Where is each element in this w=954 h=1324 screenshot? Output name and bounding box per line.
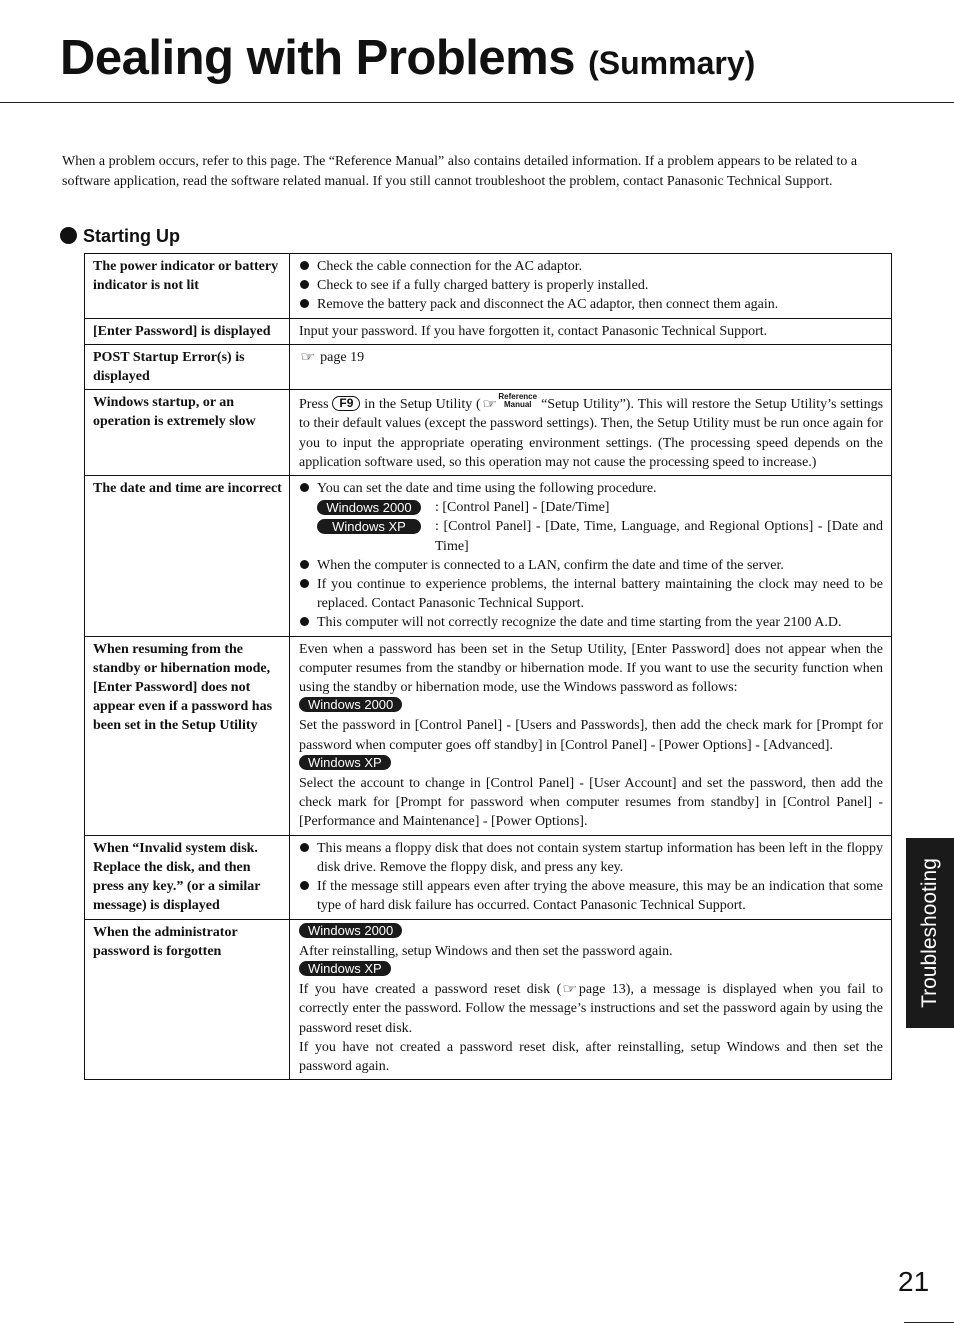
windows-2000-badge: Windows 2000 bbox=[317, 500, 421, 515]
solution-text: “Setup Utility”). bbox=[541, 397, 634, 413]
list-item: This computer will not correctly recognize the date and time starting from the year 2100 A.D. bbox=[299, 613, 883, 632]
problem-cell: When “Invalid system disk. Replace the disk, and then press any key.” (or a similar message) is displayed bbox=[85, 835, 290, 919]
page-title-suffix: (Summary) bbox=[588, 45, 756, 81]
side-tab bbox=[906, 838, 954, 1028]
windows-2000-badge: Windows 2000 bbox=[299, 923, 402, 938]
os-heading bbox=[299, 923, 883, 942]
side-tab-label: Troubleshooting bbox=[918, 858, 941, 1008]
table-row bbox=[85, 344, 892, 389]
solution-text: Select the account to change in [Control Panel] - [User Account] and set the password, then add the check mark for [Prompt for password when computer resumes from standby] in [Control Panel] - [Performance and Maintenance] - [Power Options]. bbox=[299, 776, 883, 830]
solution-text: After reinstalling, setup Windows and then set the password again. bbox=[299, 943, 673, 959]
solution-text: Press bbox=[299, 397, 329, 413]
solution-cell bbox=[290, 835, 892, 919]
troubleshooting-table bbox=[84, 253, 892, 1080]
section-title: Starting Up bbox=[83, 226, 180, 246]
os-heading bbox=[299, 755, 883, 774]
reference-manual-label: Reference bbox=[498, 392, 538, 402]
solution-cell bbox=[290, 254, 892, 319]
f9-key-icon: F9 bbox=[332, 396, 360, 411]
windows-xp-badge: Windows XP bbox=[317, 519, 421, 534]
solution-list bbox=[299, 479, 883, 498]
solution-text: This will restore the Setup Utility’s settings to their default values (except the password settings). Then, the Setup Utility must be run once again for you to input the appropriate operating environment settings. (The processing speed depends on the application software used, so this operation may not cause the processing speed to increase.) bbox=[299, 397, 884, 470]
problem-cell: [Enter Password] is displayed bbox=[85, 318, 290, 344]
reference-hand-icon: ☞ bbox=[562, 982, 578, 998]
table-row bbox=[85, 254, 892, 319]
table-row bbox=[85, 636, 892, 835]
reference-manual-label: Manual bbox=[503, 400, 532, 410]
problem-cell: When the administrator password is forgotten bbox=[85, 919, 290, 1080]
solution-text: If you have not created a password reset disk, after reinstalling, setup Windows and then set the password again. bbox=[299, 1039, 883, 1074]
solution-cell bbox=[290, 919, 892, 1080]
solution-text-part: page 13), a message is displayed when you fail to correctly enter the password. Follow the message’s instructions and set the password again by using the password reset disk. bbox=[299, 982, 884, 1036]
section-heading bbox=[60, 226, 180, 247]
problem-cell: POST Startup Error(s) is displayed bbox=[85, 344, 290, 389]
list-item: If you continue to experience problems, the internal battery maintaining the clock may need to be replaced. Contact Panasonic Technical Support. bbox=[299, 575, 883, 613]
page-number-rule bbox=[904, 1322, 954, 1323]
bullet-icon bbox=[60, 227, 77, 244]
page-reference: page 19 bbox=[320, 349, 365, 365]
solution-cell bbox=[290, 390, 892, 476]
windows-xp-badge: Windows XP bbox=[299, 755, 391, 770]
solution-list bbox=[299, 556, 883, 633]
page-title-main: Dealing with Problems bbox=[60, 31, 575, 85]
os-row bbox=[317, 498, 883, 517]
table-row bbox=[85, 318, 892, 344]
solution-text bbox=[299, 980, 883, 1038]
list-item: Check the cable connection for the AC adaptor. bbox=[299, 257, 883, 276]
table-row bbox=[85, 390, 892, 476]
solution-list bbox=[299, 257, 883, 315]
solution-text: Even when a password has been set in the Setup Utility, [Enter Password] does not appear when the computer resumes from the standby or hibernation mode. If you want to use the security function when using the standby or hibernation mode, use the Windows password as follows: bbox=[299, 641, 883, 696]
os-row bbox=[317, 517, 883, 555]
solution-text: Set the password in [Control Panel] - [Users and Passwords], then add the check mark for [Prompt for password when computer goes off standby] in [Control Panel] - [Power Options] - [Advanced]. bbox=[299, 718, 883, 753]
problem-cell: When resuming from the standby or hibernation mode, [Enter Password] does not appear even if a password has been set in the Setup Utility bbox=[85, 636, 290, 835]
reference-hand-icon: ☞ bbox=[481, 397, 498, 413]
os-heading bbox=[299, 961, 883, 980]
table-row bbox=[85, 919, 892, 1080]
solution-cell bbox=[290, 636, 892, 835]
list-item: If the message still appears even after trying the above measure, this may be an indication that some type of hard disk failure has occurred. Contact Panasonic Technical Support. bbox=[299, 877, 883, 915]
list-item: When the computer is connected to a LAN, confirm the date and time of the server. bbox=[299, 556, 883, 575]
problem-cell: The power indicator or battery indicator is not lit bbox=[85, 254, 290, 319]
solution-cell bbox=[290, 344, 892, 389]
solution-text-part: If you have created a password reset disk ( bbox=[299, 982, 562, 998]
list-item: Remove the battery pack and disconnect the AC adaptor, then connect them again. bbox=[299, 295, 883, 314]
list-item: This means a floppy disk that does not contain system startup information has been left in the floppy disk drive. Remove the floppy disk, and press any key. bbox=[299, 839, 883, 877]
os-heading bbox=[299, 697, 883, 716]
solution-list bbox=[299, 839, 883, 916]
problem-cell: The date and time are incorrect bbox=[85, 476, 290, 637]
page-title bbox=[60, 31, 756, 85]
solution-text: in the Setup Utility ( bbox=[364, 397, 481, 413]
title-rule bbox=[0, 102, 954, 103]
table-row bbox=[85, 476, 892, 637]
page-number: 21 bbox=[898, 1266, 930, 1297]
reference-manual-icon bbox=[498, 393, 537, 409]
solution-cell bbox=[290, 476, 892, 637]
windows-2000-badge: Windows 2000 bbox=[299, 697, 402, 712]
problem-cell: Windows startup, or an operation is extremely slow bbox=[85, 390, 290, 476]
table-row bbox=[85, 835, 892, 919]
reference-hand-icon: ☞ bbox=[300, 349, 316, 365]
settings-path: : [Control Panel] - [Date, Time, Language, and Regional Options] - [Date and Time] bbox=[435, 519, 883, 554]
list-item: You can set the date and time using the following procedure. bbox=[299, 479, 883, 498]
list-item: Check to see if a fully charged battery is properly installed. bbox=[299, 276, 883, 295]
settings-path: : [Control Panel] - [Date/Time] bbox=[435, 500, 610, 516]
intro-paragraph: When a problem occurs, refer to this page. The “Reference Manual” also contains detailed information. If a problem appears to be related to a software application, read the software related manual. If you still cannot troubleshoot the problem, contact Panasonic Technical Support. bbox=[62, 154, 858, 189]
windows-xp-badge: Windows XP bbox=[299, 961, 391, 976]
solution-cell: Input your password. If you have forgotten it, contact Panasonic Technical Support. bbox=[290, 318, 892, 344]
